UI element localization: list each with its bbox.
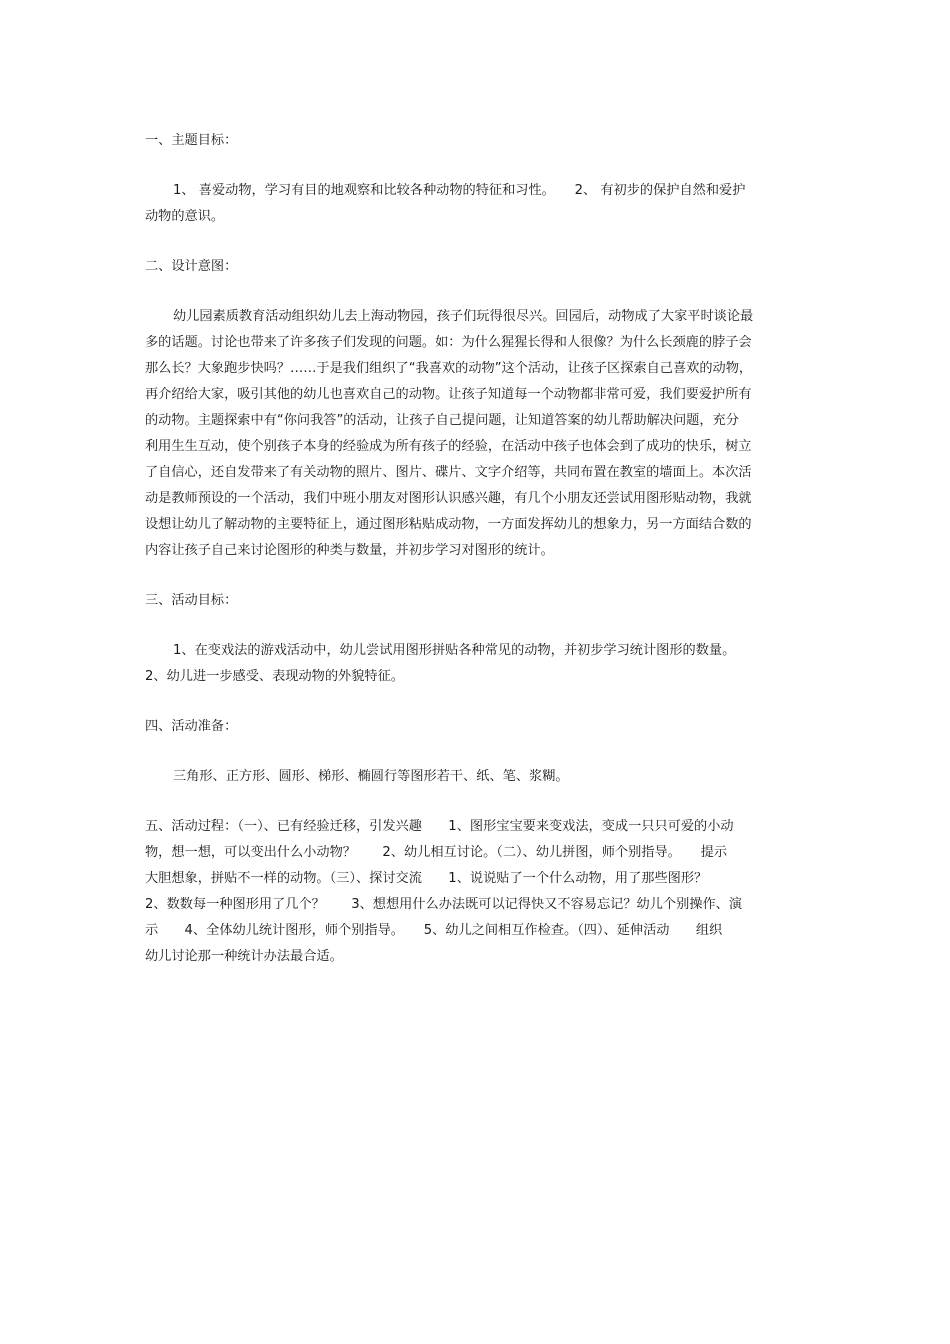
paragraph-design bbox=[145, 304, 813, 564]
text-line: 内容让孩子自己来讨论图形的种类与数量，并初步学习对图形的统计。 bbox=[145, 543, 554, 558]
document-body bbox=[145, 128, 813, 970]
paragraph-preparation bbox=[145, 764, 813, 790]
paragraph-objectives bbox=[145, 638, 813, 690]
text-line: 大胆想象，拼贴不一样的动物。（三）、探讨交流 1、说说贴了一个什么动物，用了那些图形？ bbox=[145, 871, 708, 886]
text-line: 幼儿讨论那一种统计办法最合适。 bbox=[145, 949, 343, 964]
text-line: 设想让幼儿了解动物的主要特征上，通过图形粘贴成动物，一方面发挥幼儿的想象力，另一方面结合数的 bbox=[145, 517, 752, 532]
text-line: 了自信心，还自发带来了有关动物的照片、图片、碟片、文字介绍等，共同布置在教室的墙面上。本次活 bbox=[145, 465, 752, 480]
paragraph-process bbox=[145, 814, 813, 970]
text-line: 示 4、全体幼儿统计图形，师个别指导。 5、幼儿之间相互作检查。（四）、延伸活动 组织 bbox=[145, 923, 723, 938]
text-line: 再介绍给大家，吸引其他的幼儿也喜欢自己的动物。让孩子知道每一个动物都非常可爱，我们要爱护所有 bbox=[145, 387, 752, 402]
text-line: 动物的意识。 bbox=[145, 209, 225, 224]
section-heading-goals: 一、主题目标： bbox=[145, 133, 238, 148]
text-line: 1、在变戏法的游戏活动中，幼儿尝试用图形拼贴各种常见的动物，并初步学习统计图形的数量。 bbox=[173, 643, 736, 658]
text-line: 三角形、正方形、圆形、梯形、椭圆行等图形若干、纸、笔、浆糊。 bbox=[173, 769, 569, 784]
text-line: 2、幼儿进一步感受、表现动物的外貌特征。 bbox=[145, 669, 404, 684]
text-line: 多的话题。讨论也带来了许多孩子们发现的问题。如：为什么猩猩长得和人很像？为什么长颈鹿的脖子会 bbox=[145, 335, 752, 350]
section-heading-preparation: 四、活动准备： bbox=[145, 719, 238, 734]
text-line: 物，想一想，可以变出什么小动物？ 2、幼儿相互讨论。（二）、幼儿拼图，师个别指导。 提示 bbox=[145, 845, 728, 860]
text-line: 动是教师预设的一个活动，我们中班小朋友对图形认识感兴趣，有几个小朋友还尝试用图形贴动物，我就 bbox=[145, 491, 752, 506]
paragraph-goals bbox=[145, 178, 813, 230]
text-line: 那么长？大象跑步快吗？……于是我们组织了“我喜欢的动物”这个活动，让孩子区探索自己喜欢的动物， bbox=[145, 361, 753, 376]
section-heading-objectives: 三、活动目标： bbox=[145, 593, 238, 608]
text-line: 的动物。主题探索中有“你问我答”的活动，让孩子自己提问题，让知道答案的幼儿帮助解决问题，充分 bbox=[145, 413, 739, 428]
text-line: 五、活动过程：（一）、已有经验迁移，引发兴趣 1、图形宝宝要来变戏法，变成一只只可爱的小动 bbox=[145, 819, 734, 834]
section-heading-design: 二、设计意图： bbox=[145, 259, 238, 274]
text-line: 2、数数每一种图形用了几个？ 3、想想用什么办法既可以记得快又不容易忘记？幼儿个别操作、演 bbox=[145, 897, 743, 912]
text-line: 利用生生互动，使个别孩子本身的经验成为所有孩子的经验，在活动中孩子也体会到了成功的快乐，树立 bbox=[145, 439, 752, 454]
text-line: 1、 喜爱动物，学习有目的地观察和比较各种动物的特征和习性。 2、 有初步的保护自然和爱护 bbox=[173, 183, 746, 198]
text-line: 幼儿园素质教育活动组织幼儿去上海动物园，孩子们玩得很尽兴。回园后，动物成了大家平时谈论最 bbox=[173, 309, 754, 324]
